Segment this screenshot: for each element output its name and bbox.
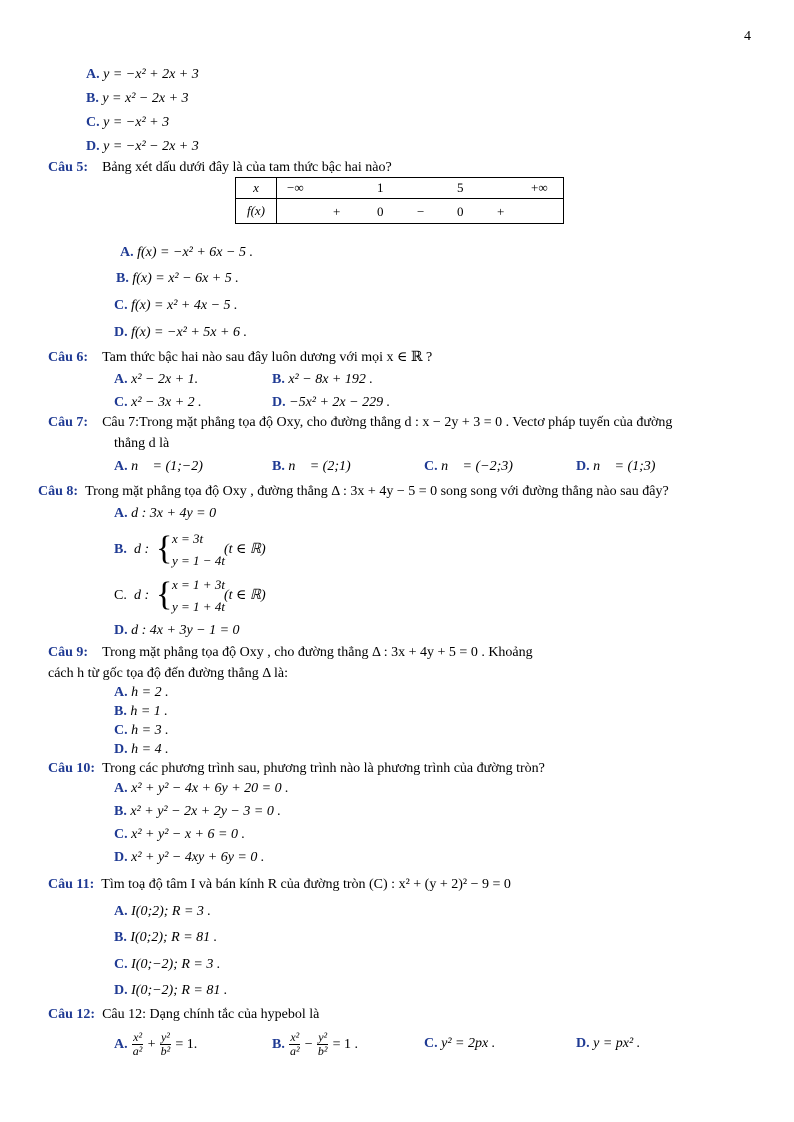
sign-plus-right: + [497, 204, 505, 219]
x-root-5: 5 [457, 180, 464, 195]
q8-option-a[interactable]: A. d : 3x + 4y = 0 [114, 506, 217, 521]
q12-stem [48, 1006, 319, 1024]
q6-stem [48, 349, 432, 367]
q5-option-d[interactable]: D. f(x) = −x² + 5x + 6 . [114, 325, 247, 340]
q11-option-b[interactable]: B. I(0;2); R = 81 . [114, 930, 218, 945]
fraction: $\frac{\text{x²}}{\text{a²}}$ [132, 1030, 143, 1059]
brace-icon: { [156, 530, 173, 567]
q6-option-a[interactable]: A. x² − 2x + 1. [114, 372, 199, 387]
q6-option-b[interactable]: B. x² − 8x + 192 . [272, 372, 373, 387]
q9-number: Câu 9: [48, 645, 89, 660]
q7-option-c[interactable]: C. n⃗ = (−2;3) [424, 459, 513, 474]
x-pos-infinity: +∞ [531, 180, 548, 195]
x-root-1: 1 [377, 180, 384, 195]
q8-option-b[interactable]: B. d : { x = 3t y = 1 − 4t (t ∈ ℝ) [114, 530, 266, 568]
q8-number: Câu 8: [38, 484, 79, 499]
q11-option-c[interactable]: C. I(0;−2); R = 3 . [114, 957, 221, 972]
q8-text: Trong mặt phẳng tọa độ Oxy , đường thẳng Δ : 3x + 4y − 5 = 0 song song với đường thẳng nào sau đây? [85, 484, 669, 499]
q6-option-c[interactable]: C. x² − 3x + 2 . [114, 395, 202, 410]
q7-option-a[interactable]: A. n⃗ = (1;−2) [114, 459, 203, 474]
q8-option-c[interactable]: C. d : { x = 1 + 3t y = 1 + 4t (t ∈ ℝ) [114, 576, 266, 614]
q12-number: Câu 12: [48, 1007, 96, 1022]
page-number: 4 [744, 29, 751, 44]
q9-stem [48, 644, 533, 662]
q11-stem [48, 876, 511, 894]
q12-text: Câu 12: Dạng chính tắc của hypebol là [102, 1007, 320, 1022]
sign-table-f-head: f(x) [236, 199, 277, 224]
q5-option-c[interactable]: C. f(x) = x² + 4x − 5 . [114, 298, 238, 313]
q8-stem [38, 483, 669, 501]
q10-text: Trong các phương trình sau, phương trình nào là phương trình của đường tròn? [102, 761, 545, 776]
q9-text-line2: cách h từ gốc tọa độ đến đường thẳng Δ là: [48, 666, 288, 681]
sign-table-x-head: x [236, 178, 277, 199]
q5-option-a[interactable]: A. f(x) = −x² + 6x − 5 . [120, 245, 253, 260]
q10-stem [48, 760, 545, 778]
brace-icon: { [156, 576, 173, 613]
q6-number: Câu 6: [48, 350, 89, 365]
sign-minus: − [417, 204, 425, 219]
q7-stem [48, 414, 672, 432]
q10-number: Câu 10: [48, 761, 96, 776]
q9-option-a[interactable]: A. h = 2 . [114, 685, 169, 700]
q11-number: Câu 11: [48, 877, 95, 892]
q12-option-b[interactable]: B. $\frac{\text{x²}}{\text{a²}}$ − $\frac{\text{y²}}{\text{b²}}$ = 1 . [272, 1030, 359, 1059]
q10-option-b[interactable]: B. x² + y² − 2x + 2y − 3 = 0 . [114, 804, 281, 819]
sign-table-row-f [236, 199, 564, 224]
q7-number: Câu 7: [48, 415, 89, 430]
q11-text: Tìm toạ độ tâm I và bán kính R của đường tròn (C) : x² + (y + 2)² − 9 = 0 [101, 877, 511, 892]
q7-text-line1: Câu 7:Trong mặt phẳng tọa độ Oxy, cho đường thẳng d : x − 2y + 3 = 0 . Vectơ pháp tuyến của đường [102, 415, 673, 430]
sign-plus-left: + [333, 204, 341, 219]
sign-table-x-values [277, 178, 564, 199]
q5-option-b[interactable]: B. f(x) = x² − 6x + 5 . [116, 271, 239, 286]
q10-option-a[interactable]: A. x² + y² − 4x + 6y + 20 = 0 . [114, 781, 289, 796]
q6-option-d[interactable]: D. −5x² + 2x − 229 . [272, 395, 391, 410]
q4-option-a[interactable]: A. y = −x² + 2x + 3 [86, 67, 199, 82]
q9-text-line1: Trong mặt phẳng tọa độ Oxy , cho đường thẳng Δ : 3x + 4y + 5 = 0 . Khoảng [102, 645, 533, 660]
q4-option-d[interactable]: D. y = −x² − 2x + 3 [86, 139, 199, 154]
q12-option-c[interactable]: C. y² = 2px . [424, 1036, 496, 1051]
q7-option-b[interactable]: B. n⃗ = (2;1) [272, 459, 351, 474]
q5-number: Câu 5: [48, 160, 89, 175]
fraction: $\frac{\text{x²}}{\text{a²}}$ [290, 1030, 300, 1059]
q9-option-d[interactable]: D. h = 4 . [114, 742, 169, 757]
sign-zero-1: 0 [377, 204, 384, 219]
q10-option-c[interactable]: C. x² + y² − x + 6 = 0 . [114, 827, 245, 842]
q5-text: Bảng xét dấu dưới đây là của tam thức bậc hai nào? [102, 160, 392, 175]
sign-table-f-signs [277, 199, 564, 224]
sign-table-row-x [236, 178, 564, 199]
sign-zero-5: 0 [457, 204, 464, 219]
sign-table [235, 177, 564, 224]
q8-option-d[interactable]: D. d : 4x + 3y − 1 = 0 [114, 623, 240, 638]
q12-option-a[interactable]: A. $\frac{\text{x²}}{\text{a²}}$ + $\frac{\text{y²}}{\text{b²}}$ = 1. [114, 1030, 198, 1059]
x-neg-infinity: −∞ [287, 180, 304, 195]
q11-option-d[interactable]: D. I(0;−2); R = 81 . [114, 983, 228, 998]
q7-option-d[interactable]: D. n⃗ = (1;3) [576, 459, 656, 474]
fraction: $\frac{\text{y²}}{\text{b²}}$ [160, 1030, 171, 1059]
q9-option-b[interactable]: B. h = 1 . [114, 704, 168, 719]
q11-option-a[interactable]: A. I(0;2); R = 3 . [114, 904, 211, 919]
q9-option-c[interactable]: C. h = 3 . [114, 723, 169, 738]
fraction: $\frac{\text{y²}}{\text{b²}}$ [317, 1030, 328, 1059]
q4-option-c[interactable]: C. y = −x² + 3 [86, 115, 170, 130]
q5-stem [48, 159, 392, 177]
q7-text-line2: thẳng d là [114, 436, 170, 451]
q4-option-b[interactable]: B. y = x² − 2x + 3 [86, 91, 189, 106]
q6-text: Tam thức bậc hai nào sau đây luôn dương với mọi x ∈ ℝ ? [102, 350, 433, 365]
q12-option-d[interactable]: D. y = px² . [576, 1036, 641, 1051]
q10-option-d[interactable]: D. x² + y² − 4xy + 6y = 0 . [114, 850, 265, 865]
